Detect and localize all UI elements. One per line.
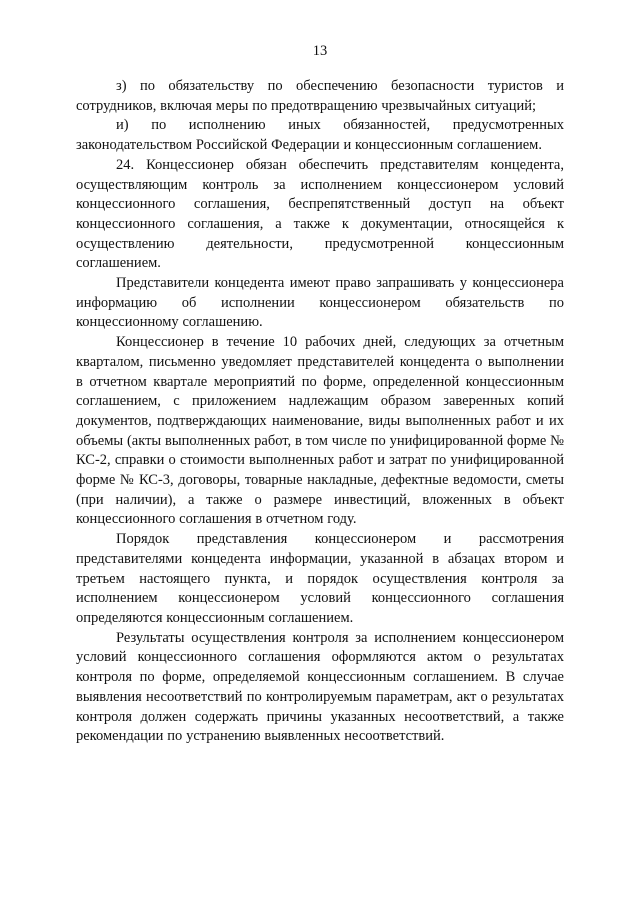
paragraph-item-z: з) по обязательству по обеспечению безопасности туристов и сотрудников, включая меры по предотвращению чрезвычайных ситуаций;: [76, 78, 564, 114]
body-text: [76, 77, 564, 747]
paragraph-control-procedure: Порядок представления концессионером и рассмотрения представителями концедента информации, указанной в абзацах втором и третьем настоящего пункта, и порядок осуществления контроля за исполнением концессионером условий концессионного соглашения определяются концессионным соглашением.: [76, 531, 564, 626]
paragraph-control-results: Результаты осуществления контроля за исполнением концессионером условий концессионного соглашения оформляются актом о результатах контроля по форме, определяемой концессионным соглашением. В случае выявления несоответствий по контролируемым параметрам, акт о результатах контроля должен содержать причины указанных несоответствий, а также рекомендации по устранению выявленных несоответствий.: [76, 629, 564, 745]
page-number: 13: [312, 43, 328, 59]
paragraph-representatives-right: Представители концедента имеют право запрашивать у концессионера информацию об исполнении концессионером обязательств по концессионному соглашению.: [76, 275, 564, 331]
paragraph-clause-24: 24. Концессионер обязан обеспечить представителям концедента, осуществляющим контроль за исполнением концессионером условий концессионного соглашения, беспрепятственный доступ на объект концессионного соглашения, а также к документации, относящейся к осуществлению деятельности, предусмотренной концессионным соглашением.: [76, 156, 564, 272]
paragraph-quarterly-notification: Концессионер в течение 10 рабочих дней, следующих за отчетным кварталом, письменно уведомляет представителей концедента о выполнении в отчетном квартале мероприятий по форме, определенной концессионным соглашением, с приложением надлежащим образом заверенных копий документов, подтверждающих наименование, виды выполненных работ и их объемы (акты выполненных работ, в том числе по унифицированной форме № КС-2, справки о стоимости выполненных работ и затрат по унифицированной форме № КС-3, договоры, товарные накладные, дефектные ведомости, сметы (при наличии), а также о размере инвестиций, вложенных в объект концессионного соглашения в отчетном году.: [76, 334, 564, 528]
paragraph-item-i: и) по исполнению иных обязанностей, предусмотренных законодательством Российской Федерации и концессионным соглашением.: [76, 117, 564, 154]
